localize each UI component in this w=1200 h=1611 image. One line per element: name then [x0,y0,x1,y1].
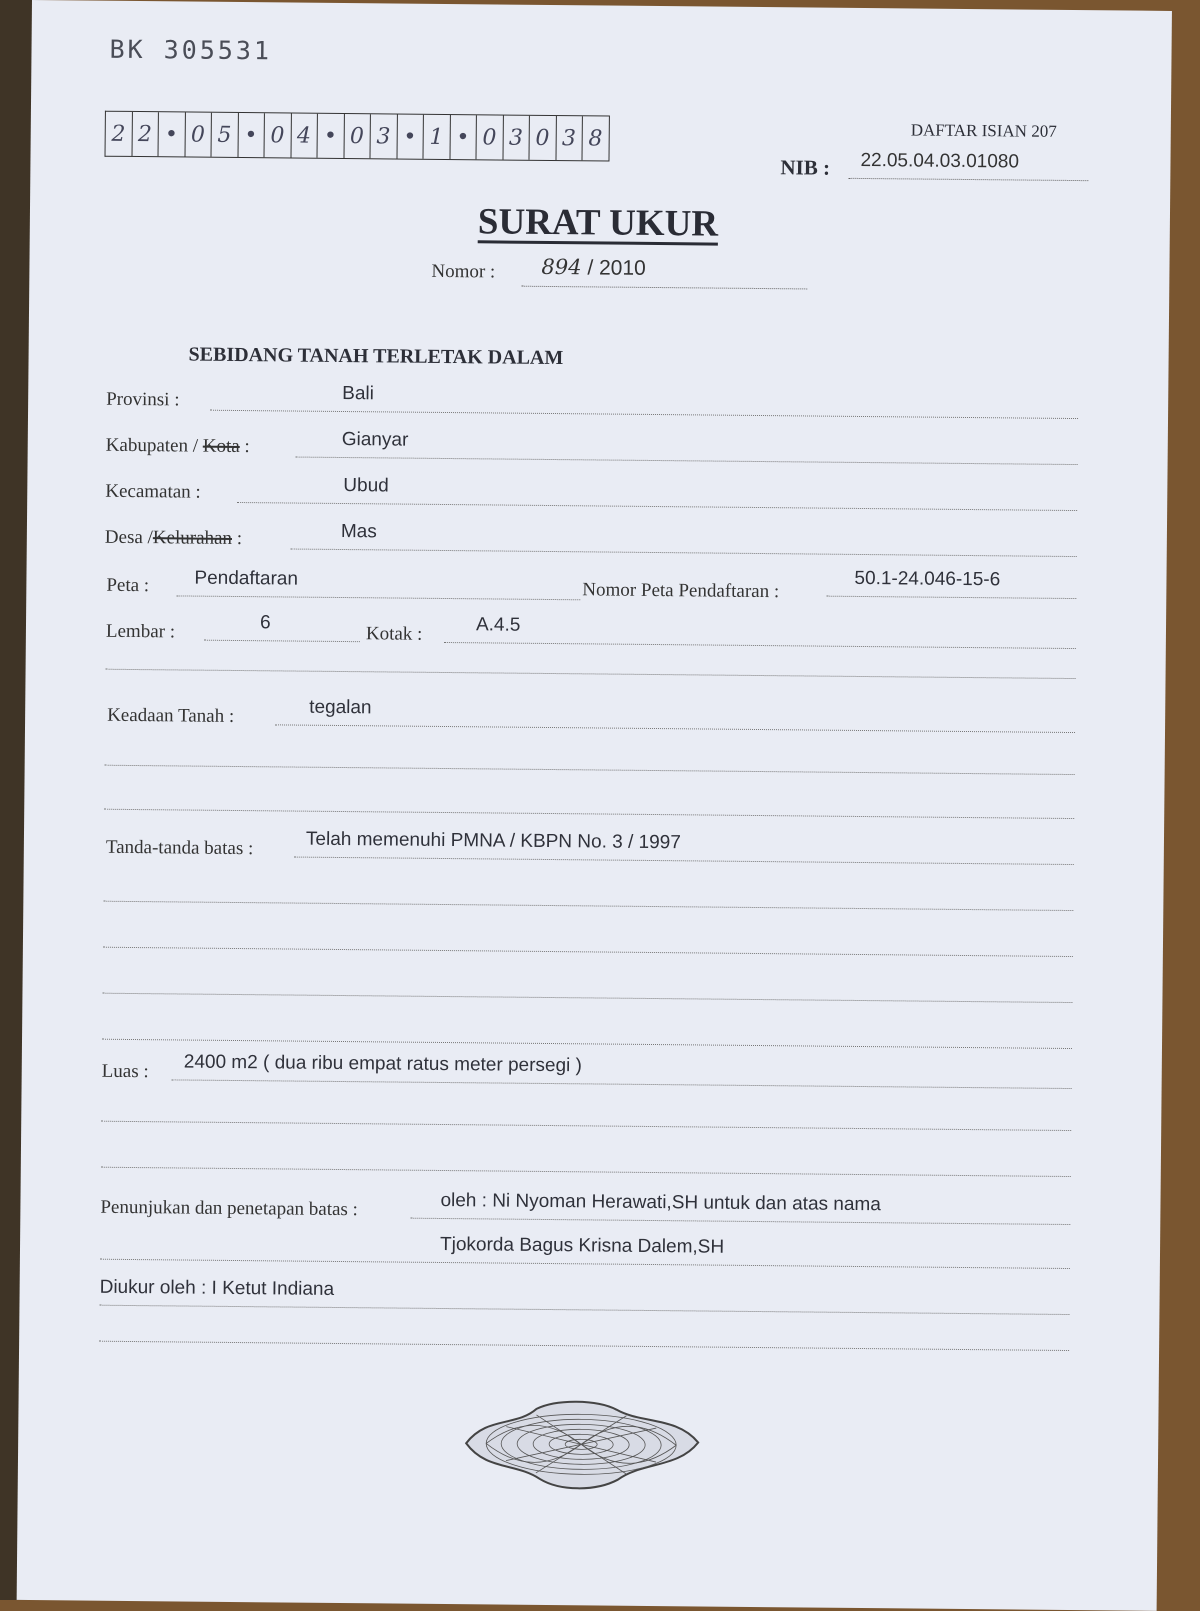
code-digit-box: 3 [370,114,397,158]
tanda-batas-value: Telah memenuhi PMNA / KBPN No. 3 / 1997 [305,828,681,854]
code-digit-box: 8 [582,116,609,160]
nomor-peta-line [826,568,1076,599]
code-digit-box: 0 [344,114,371,158]
luas-value: 2400 m2 ( dua ribu empat ratus meter persegi ) [183,1051,583,1077]
desa-value: Mas [340,520,377,543]
blank-line [102,1019,1072,1049]
kecamatan-line [237,474,1077,511]
desa-colon: : [231,527,243,550]
kotak-value: A.4.5 [475,614,521,636]
blank-line [106,649,1076,679]
nomor-handwritten: 894 [541,254,582,280]
diukur-line [99,1277,1069,1315]
code-digit-box: • [450,115,477,159]
nomor-peta-label: Nomor Peta Pendaftaran : [582,579,780,603]
lembar-line [204,612,360,642]
blank-line [102,973,1072,1003]
luas-label: Luas : [101,1060,149,1083]
penunjukan-line1: oleh : Ni Nyoman Herawati,SH untuk dan atas nama [440,1189,881,1216]
blank-line [103,927,1073,957]
code-digit-box: 3 [503,116,530,160]
desa-line [291,521,1077,558]
peta-label: Peta : [106,574,150,597]
kabupaten-value: Gianyar [341,428,409,451]
luas-line [172,1051,1072,1089]
penunjukan-line-2 [100,1231,1070,1269]
nomor-value [521,253,807,290]
guilloche-seal-icon [456,1396,707,1492]
blank-line [105,745,1075,775]
penunjukan-line [410,1190,1070,1225]
desa-label [105,527,242,550]
provinsi-value: Bali [342,382,375,405]
desa-struck-text: Kelurahan [152,527,233,549]
provinsi-line [210,382,1078,419]
code-digit-box: • [238,113,265,157]
kotak-line [444,614,1076,649]
kabupaten-struck-text: Kota [202,435,240,458]
handwritten-code-boxes [104,111,609,162]
blank-line [101,1147,1071,1177]
kabupaten-colon: : [239,436,250,458]
diukur-value: Diukur oleh : I Ketut Indiana [99,1276,335,1300]
lembar-label: Lembar : [105,620,176,643]
nomor-label: Nomor : [431,260,496,283]
lembar-value: 6 [259,612,271,634]
kecamatan-label: Kecamatan : [105,480,201,503]
section-heading: SEBIDANG TANAH TERLETAK DALAM [188,343,564,370]
nib-value: 22.05.04.03.01080 [848,148,1088,181]
code-digit-box: 2 [106,112,133,156]
code-digit-box: 4 [291,113,318,157]
peta-value: Pendaftaran [194,567,299,590]
code-digit-box: 3 [556,116,583,160]
blank-line [101,1101,1071,1131]
peta-line [176,567,580,600]
code-digit-box: • [159,112,186,156]
kabupaten-line [296,429,1078,466]
provinsi-label: Provinsi : [106,388,180,411]
form-code: DAFTAR ISIAN 207 [910,120,1057,141]
code-digit-box: 0 [476,115,503,159]
kecamatan-value: Ubud [343,475,389,497]
code-digit-box: 0 [185,112,212,156]
document-title: SURAT UKUR [477,201,719,245]
penunjukan-line2: Tjokorda Bagus Krisna Dalem,SH [439,1233,725,1258]
keadaan-tanah-line [275,696,1075,733]
code-digit-box: 0 [265,113,292,157]
tanda-batas-line [294,829,1074,865]
blank-line [104,789,1074,819]
code-digit-box: 0 [529,116,556,160]
nomor-peta-value: 50.1-24.046-15-6 [854,567,1001,591]
kotak-label: Kotak : [365,623,423,645]
code-digit-box: 1 [423,115,450,159]
keadaan-tanah-label: Keadaan Tanah : [107,704,235,727]
kabupaten-label-text: Kabupaten / [105,434,203,457]
code-digit-box: • [397,115,424,159]
blank-line [99,1321,1069,1351]
nib-label: NIB : [780,155,831,180]
serial-number: BK 305531 [109,34,273,66]
tanda-batas-label: Tanda-tanda batas : [105,836,254,860]
code-digit-box: • [317,114,344,158]
kabupaten-label [106,435,250,458]
keadaan-tanah-value: tegalan [309,696,372,719]
desa-label-text: Desa / [104,526,153,549]
blank-line [103,881,1073,911]
document-sheet [17,0,1172,1611]
code-digit-box: 2 [132,112,159,156]
penunjukan-label: Penunjukan dan penetapan batas : [100,1196,358,1221]
nomor-suffix: / 2010 [581,256,646,280]
code-digit-box: 5 [212,113,239,157]
